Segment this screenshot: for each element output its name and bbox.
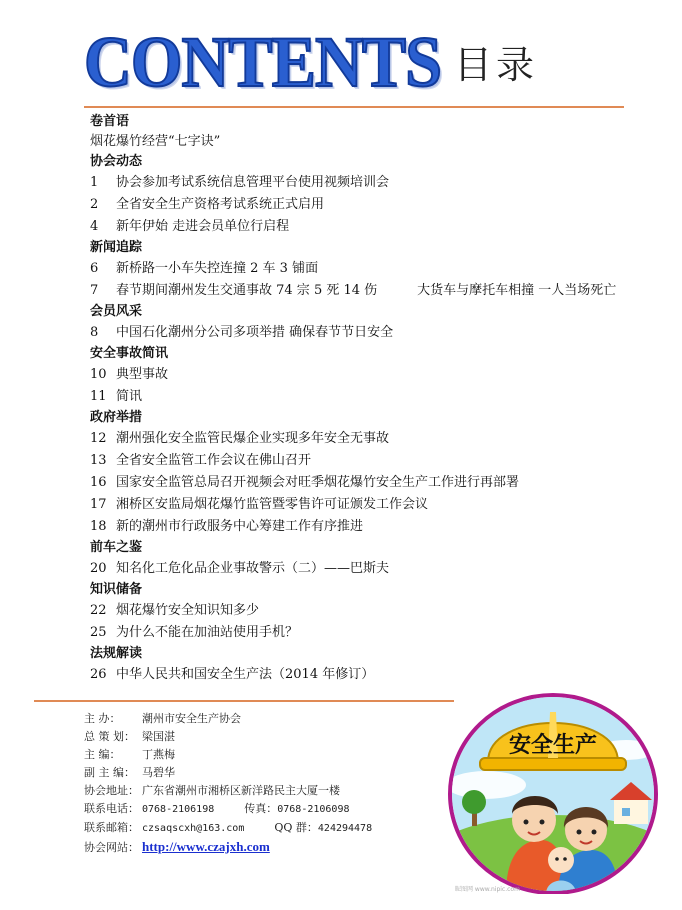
entry-title: 湘桥区安监局烟花爆竹监管暨零售许可证颁发工作会议 (116, 497, 429, 512)
section-heading: 安全事故简讯 (90, 346, 169, 361)
entry-title: 全省安全生产资格考试系统正式启用 (116, 197, 325, 212)
watermark: 昵图网 www.nipic.com (455, 886, 520, 893)
info-row-planner (84, 728, 444, 746)
entry-title: 中华人民共和国安全生产法（2014 年修订） (116, 667, 375, 682)
section-heading: 政府举措 (90, 410, 143, 425)
entry-title: 为什么不能在加油站使用手机？ (116, 625, 299, 640)
entry-title: 国家安全监管总局召开视频会对旺季烟花爆竹安全生产工作进行再部署 (116, 475, 520, 490)
section-heading: 协会动态 (90, 154, 143, 169)
page-number: 12 (90, 431, 107, 446)
entry-title: 全省安全监管工作会议在佛山召开 (116, 453, 312, 468)
info-row-website (84, 838, 444, 857)
page-number: 17 (90, 497, 107, 512)
planner-value: 梁国湛 (142, 730, 175, 743)
page-number: 7 (90, 283, 99, 298)
table-of-contents (90, 112, 650, 686)
page-number: 16 (90, 475, 107, 490)
toc-entry[interactable] (90, 216, 650, 238)
safety-logo (446, 690, 660, 894)
top-divider (84, 106, 624, 108)
toc-entry[interactable] (90, 172, 650, 194)
section-heading: 知识储备 (90, 582, 143, 597)
section-heading: 新闻追踪 (90, 240, 143, 255)
info-row-host (84, 710, 444, 728)
toc-entry[interactable] (90, 386, 650, 408)
info-label: 主 编： (84, 748, 121, 761)
toc-entry[interactable]: 烟花爆竹经营“七字诀” (90, 134, 221, 149)
entry-subtitle: 大货车与摩托车相撞 一人当场死亡 (417, 283, 617, 298)
host-value: 潮州市安全生产协会 (142, 712, 241, 725)
entry-title: 新年伊始 走进会员单位行启程 (116, 219, 290, 234)
page-number: 8 (90, 325, 99, 340)
info-label: 联系邮箱： (84, 821, 139, 834)
email-value[interactable]: czsaqscxh@163.com (142, 823, 245, 834)
page-number: 1 (90, 175, 99, 190)
entry-title: 新桥路一小车失控连撞 2 车 3 铺面 (116, 261, 319, 276)
info-label: 总 策 划： (84, 730, 135, 743)
info-row-deputy (84, 764, 444, 782)
toc-entry[interactable] (90, 600, 650, 622)
toc-entry[interactable] (90, 280, 650, 302)
page-number: 11 (90, 389, 107, 404)
qq-label: QQ 群： (274, 821, 318, 834)
qq-value: 424294478 (317, 823, 373, 834)
entry-title: 知名化工危化品企业事故警示（二）——巴斯夫 (116, 561, 390, 576)
entry-title: 烟花爆竹安全知识知多少 (116, 603, 260, 618)
address-value: 广东省潮州市湘桥区新洋路民主大厦一楼 (142, 784, 340, 797)
page-number: 26 (90, 667, 107, 682)
toc-entry[interactable] (90, 516, 650, 538)
info-label: 副 主 编： (84, 766, 135, 779)
catalog-title: 目录 (454, 43, 539, 87)
contents-title: CONTENTS (84, 22, 442, 102)
section-heading: 法规解读 (90, 646, 143, 661)
section-heading: 前车之鉴 (90, 540, 143, 555)
entry-title: 简讯 (116, 389, 143, 404)
page-number: 25 (90, 625, 107, 640)
page-number: 20 (90, 561, 107, 576)
info-label: 主 办： (84, 712, 121, 725)
toc-entry[interactable] (90, 322, 650, 344)
bottom-divider (34, 700, 454, 702)
deputy-value: 马碧华 (142, 766, 175, 779)
page-number: 13 (90, 453, 107, 468)
page-number: 6 (90, 261, 99, 276)
toc-entry[interactable] (90, 472, 650, 494)
info-label: 协会地址： (84, 784, 139, 797)
page-number: 22 (90, 603, 107, 618)
toc-entry[interactable] (90, 450, 650, 472)
entry-title: 新的潮州市行政服务中心筹建工作有序推进 (116, 519, 364, 534)
info-label: 联系电话： (84, 802, 139, 815)
info-label: 协会网站： (84, 841, 139, 854)
toc-entry[interactable] (90, 194, 650, 216)
toc-entry[interactable] (90, 622, 650, 644)
page-number: 18 (90, 519, 107, 534)
toc-entry[interactable] (90, 428, 650, 450)
page-number: 4 (90, 219, 99, 234)
toc-entry[interactable] (90, 664, 650, 686)
info-row-email (84, 819, 444, 838)
entry-title: 典型事故 (116, 367, 169, 382)
logo-banner-text: 安全生产 (508, 733, 598, 758)
toc-entry[interactable] (90, 558, 650, 580)
publisher-info (84, 710, 444, 857)
section-heading: 卷首语 (90, 114, 130, 129)
entry-title: 中国石化潮州分公司多项举措 确保春节节日安全 (116, 325, 394, 340)
page-number: 2 (90, 197, 99, 212)
toc-entry[interactable] (90, 364, 650, 386)
info-row-phone (84, 800, 444, 819)
header (84, 22, 644, 102)
info-row-editor (84, 746, 444, 764)
phone-value: 0768-2106198 (142, 804, 215, 815)
page-number: 10 (90, 367, 107, 382)
fax-label: 传真： (244, 802, 278, 815)
toc-entry[interactable] (90, 494, 650, 516)
entry-title: 春节期间潮州发生交通事故 74 宗 5 死 14 伤 (116, 283, 378, 298)
section-heading: 会员风采 (90, 304, 143, 319)
website-link[interactable]: http://www.czajxh.com (142, 839, 270, 854)
entry-title: 潮州强化安全监管民爆企业实现多年安全无事故 (116, 431, 390, 446)
fax-value: 0768-2106098 (277, 804, 350, 815)
info-row-address (84, 782, 444, 800)
entry-title: 协会参加考试系统信息管理平台使用视频培训会 (116, 175, 390, 190)
editor-value: 丁燕梅 (142, 748, 175, 761)
toc-entry[interactable] (90, 258, 650, 280)
